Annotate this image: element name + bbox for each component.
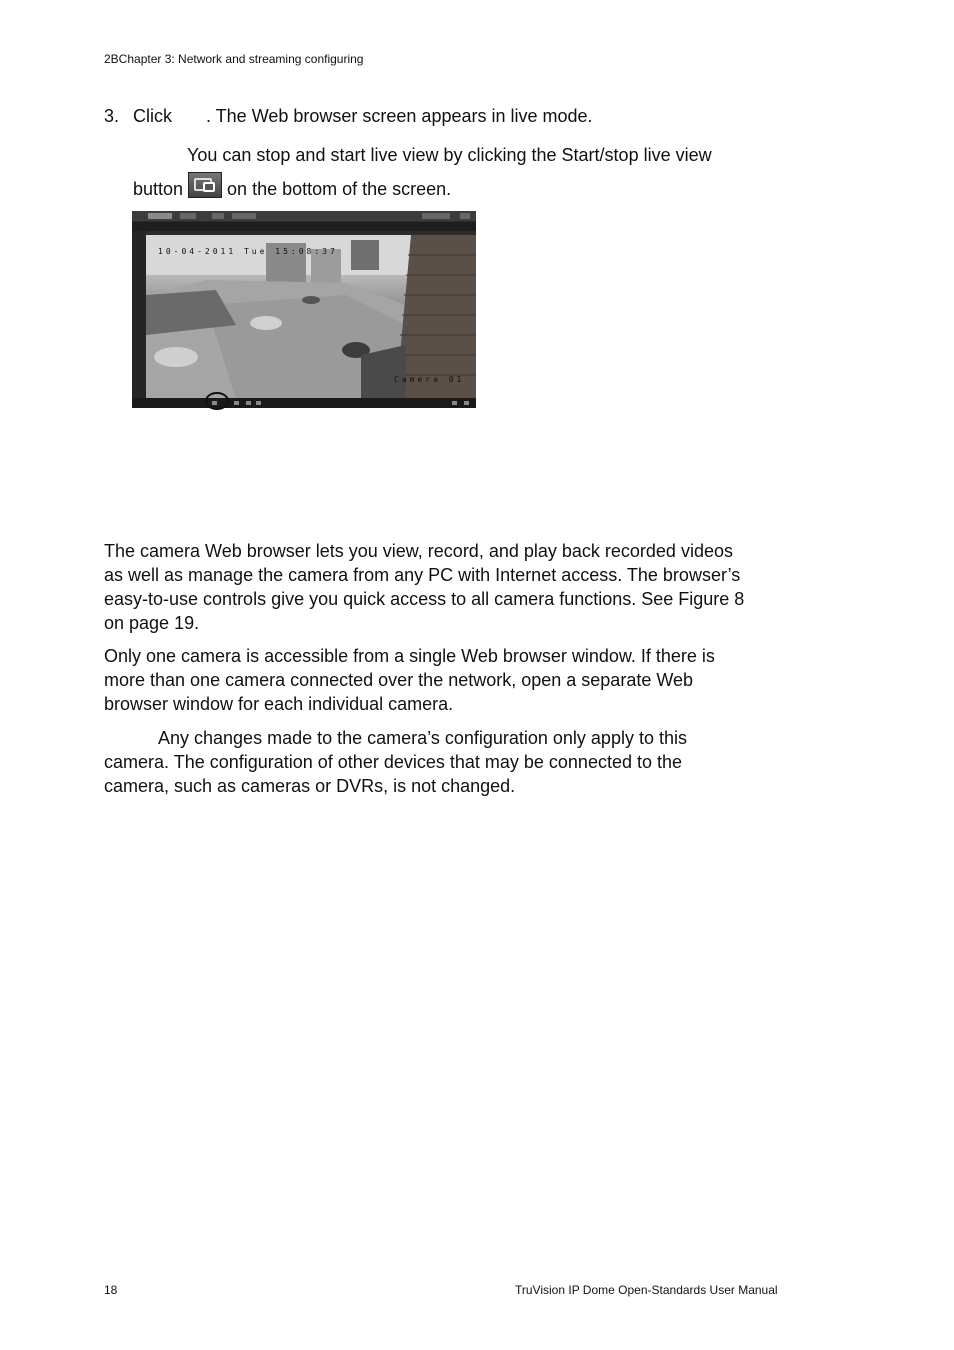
street-scene-image bbox=[146, 235, 476, 398]
paragraph-1 bbox=[104, 539, 744, 635]
p1-line: The camera Web browser lets you view, record, and play back recorded videos bbox=[104, 541, 733, 561]
p3-line: camera, such as cameras or DVRs, is not changed. bbox=[104, 776, 516, 796]
p3-line: Any changes made to the camera’s configuration only apply to this bbox=[158, 728, 687, 748]
p2-line: more than one camera connected over the network, open a separate Web bbox=[104, 670, 694, 690]
note-line-2-before: button bbox=[133, 178, 184, 199]
p1-line: on page 19. bbox=[104, 613, 200, 633]
p1-line: as well as manage the camera from any PC with Internet access. The browser’s bbox=[104, 565, 741, 585]
manual-title: TruVision IP Dome Open-Standards User Manual bbox=[515, 1283, 778, 1297]
step-number: 3. bbox=[104, 106, 120, 126]
note-paragraph bbox=[104, 726, 687, 798]
osd-datetime: 10-04-2011 Tue 15:08:37 bbox=[158, 247, 338, 256]
highlight-circle bbox=[205, 392, 229, 410]
camera-video-frame bbox=[146, 235, 476, 398]
paragraph-2 bbox=[104, 644, 715, 716]
p2-line: Only one camera is accessible from a single Web browser window. If there is bbox=[104, 646, 715, 666]
screenshot-toolbar bbox=[132, 222, 476, 231]
note-line-2-after: on the bottom of the screen. bbox=[227, 178, 452, 199]
page-number: 18 bbox=[104, 1283, 118, 1297]
step-text-after: . The Web browser screen appears in live mode. bbox=[206, 106, 593, 126]
note-line-2 bbox=[133, 176, 451, 202]
osd-camera-name: Camera 01 bbox=[394, 375, 465, 384]
p1-line: easy-to-use controls give you quick access to all camera functions. See Figure 8 bbox=[104, 589, 745, 609]
start-stop-live-view-icon bbox=[188, 172, 222, 198]
screenshot-menu-bar bbox=[132, 211, 476, 221]
note-line-1: You can stop and start live view by clicking the Start/stop live view bbox=[187, 145, 712, 165]
step-text-before: Click bbox=[133, 106, 172, 126]
screenshot-side-panel bbox=[132, 231, 146, 401]
running-header: 2BChapter 3: Network and streaming configuring bbox=[104, 52, 364, 66]
p3-line: camera. The configuration of other devices that may be connected to the bbox=[104, 752, 683, 772]
p2-line: browser window for each individual camera. bbox=[104, 694, 454, 714]
step-3 bbox=[104, 106, 593, 127]
live-view-screenshot bbox=[132, 211, 476, 408]
screenshot-control-bar bbox=[132, 398, 476, 408]
